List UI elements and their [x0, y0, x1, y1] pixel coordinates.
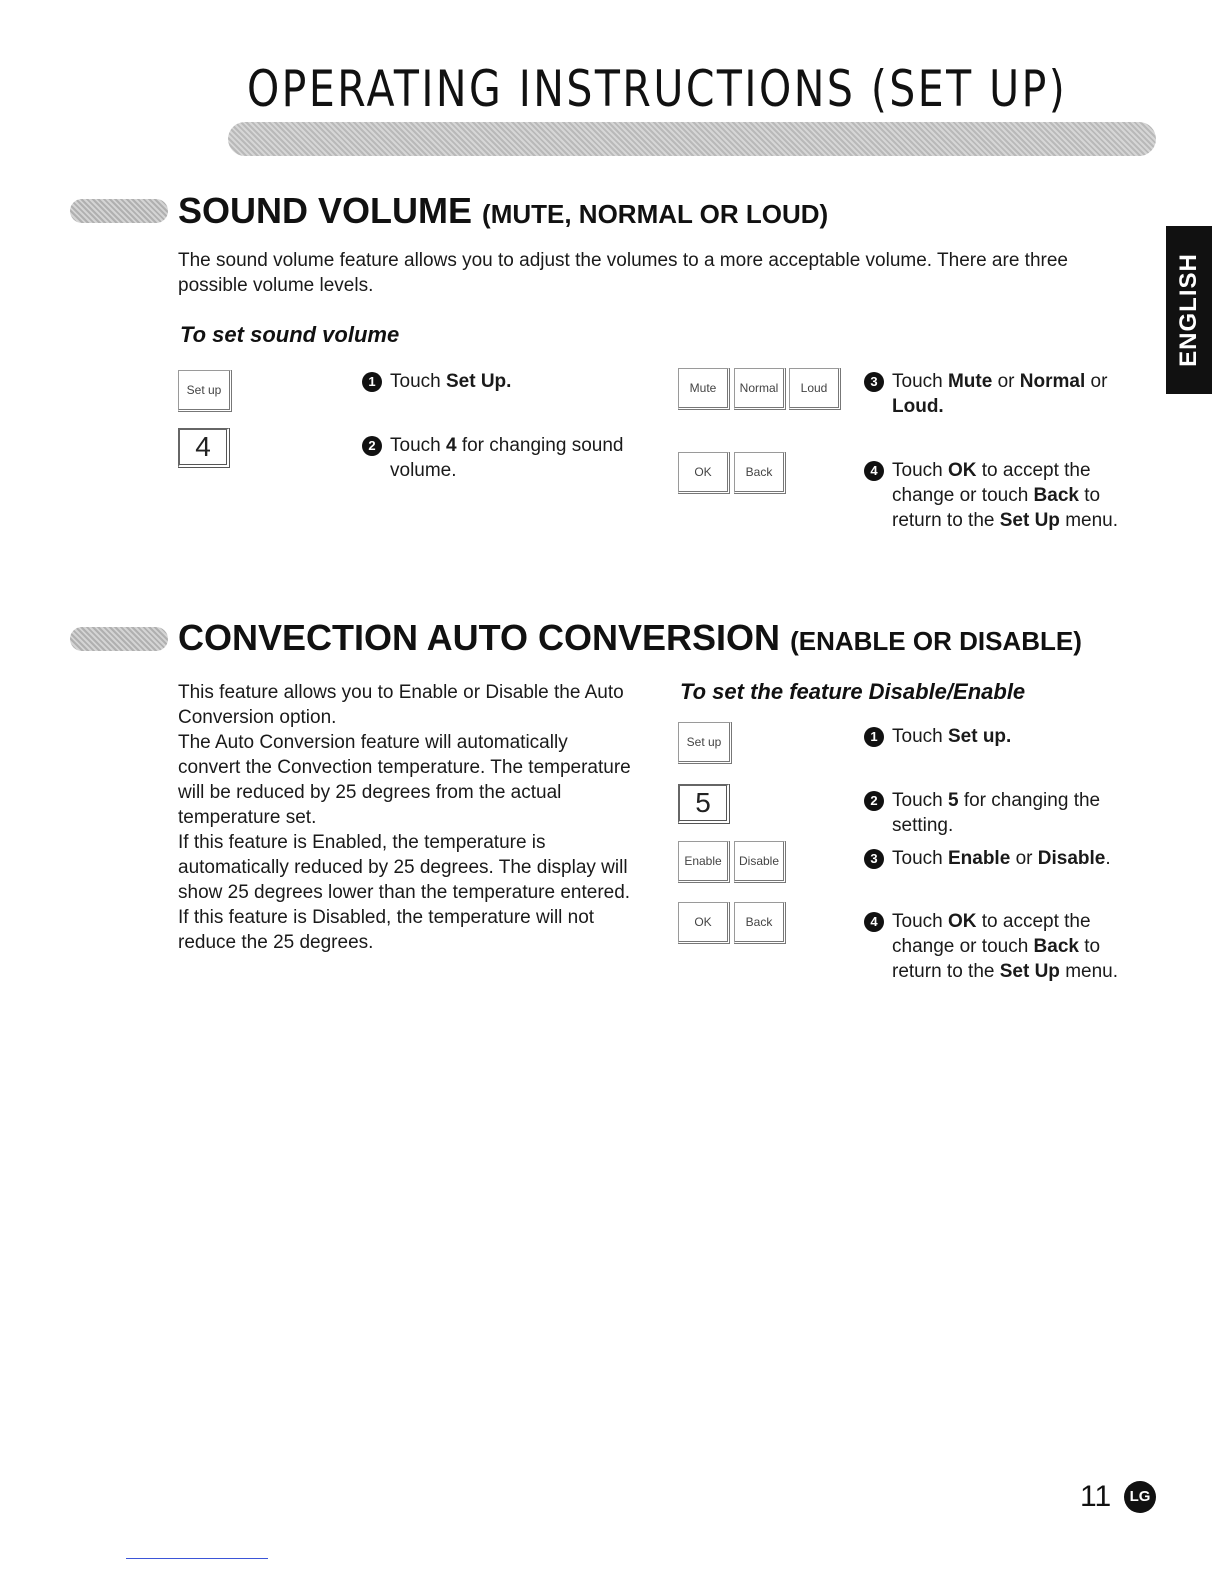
- step-bold: Mute: [947, 371, 993, 392]
- step-number: 3: [864, 372, 884, 392]
- step-bold: Back: [1033, 485, 1079, 506]
- step-text: Touch: [892, 460, 948, 481]
- disable-key[interactable]: Disable: [734, 841, 786, 883]
- sound-step-2: [362, 433, 670, 483]
- convection-subheading: To set the feature Disable/Enable: [680, 679, 1026, 704]
- body-line: convert the Convection temperature. The temperature: [178, 757, 631, 778]
- loud-key[interactable]: Loud: [789, 368, 841, 410]
- body-line: show 25 degrees lower than the temperature entered.: [178, 882, 631, 903]
- language-tab-label: ENGLISH: [1175, 253, 1202, 367]
- body-line: The Auto Conversion feature will automatically: [178, 732, 568, 753]
- language-tab: [1166, 226, 1212, 394]
- step-text: or: [1085, 371, 1108, 392]
- step-text: Touch: [892, 848, 948, 869]
- step-text: or: [1010, 848, 1038, 869]
- step-text: to return to the: [892, 485, 1101, 531]
- back-key[interactable]: Back: [734, 902, 786, 944]
- step-bold: 5: [947, 790, 959, 811]
- setup-key[interactable]: Set up: [678, 722, 732, 764]
- page-title: OPERATING INSTRUCTIONS (SET UP): [246, 60, 1068, 118]
- step-bold: Set Up: [999, 961, 1060, 982]
- footer-divider: [126, 1558, 268, 1559]
- back-key[interactable]: Back: [734, 452, 786, 494]
- step-text: Touch: [390, 371, 446, 392]
- body-line: Conversion option.: [178, 707, 337, 728]
- number-5-key[interactable]: 5: [678, 784, 730, 824]
- heading-sub: (MUTE, NORMAL OR LOUD): [482, 199, 829, 229]
- convection-heading: [178, 617, 1082, 659]
- step-number: 2: [864, 791, 884, 811]
- ok-key[interactable]: OK: [678, 452, 730, 494]
- body-line: automatically reduced by 25 degrees. The display will: [178, 857, 628, 878]
- ok-key[interactable]: OK: [678, 902, 730, 944]
- body-line: reduce the 25 degrees.: [178, 932, 374, 953]
- step-bold: Set Up: [999, 510, 1060, 531]
- step-bold: Normal: [1019, 371, 1086, 392]
- convection-step-4: [864, 909, 1147, 984]
- step-bold: Back: [1033, 936, 1079, 957]
- step-number: 4: [864, 461, 884, 481]
- step-number: 1: [362, 372, 382, 392]
- title-decorative-bar: [228, 122, 1156, 156]
- step-text: Touch: [892, 911, 948, 932]
- step-text: .: [1105, 848, 1111, 869]
- step-bold: OK: [947, 911, 977, 932]
- sound-step-1: [362, 369, 670, 394]
- sound-subheading: To set sound volume: [180, 322, 400, 347]
- body-line: This feature allows you to Enable or Disable the Auto: [178, 682, 624, 703]
- step-bold: Set Up.: [445, 371, 512, 392]
- mute-key[interactable]: Mute: [678, 368, 730, 410]
- setup-key[interactable]: Set up: [178, 370, 232, 412]
- sound-volume-heading: [178, 190, 828, 232]
- step-text: or: [992, 371, 1020, 392]
- step-text: to accept the change or touch: [892, 460, 1091, 506]
- step-bold: Enable: [947, 848, 1011, 869]
- heading-main: SOUND VOLUME: [178, 190, 473, 231]
- step-text: to accept the change or touch: [892, 911, 1091, 957]
- step-bold: Loud.: [892, 396, 944, 417]
- sound-step-4: [864, 458, 1147, 533]
- step-text: Touch: [892, 371, 948, 392]
- normal-key[interactable]: Normal: [734, 368, 786, 410]
- body-line: will be reduced by 25 degrees from the actual: [178, 782, 562, 803]
- step-text: Touch: [390, 435, 446, 456]
- step-text: to return to the: [892, 936, 1101, 982]
- page-number: 11: [1080, 1480, 1112, 1513]
- step-text: menu.: [1059, 961, 1119, 982]
- step-text: for changing the setting.: [892, 790, 1101, 836]
- enable-key[interactable]: Enable: [678, 841, 730, 883]
- step-text: Touch: [892, 790, 948, 811]
- body-line: If this feature is Disabled, the temperature will not: [178, 907, 595, 928]
- section-marker: [70, 199, 168, 223]
- step-text: Touch: [892, 726, 948, 747]
- step-number: 3: [864, 849, 884, 869]
- body-line: temperature set.: [178, 807, 317, 828]
- convection-body: [178, 680, 658, 955]
- heading-sub: (ENABLE OR DISABLE): [790, 626, 1082, 656]
- convection-step-1: [864, 724, 1147, 749]
- step-bold: 4: [445, 435, 457, 456]
- step-bold: Set up.: [947, 726, 1012, 747]
- step-bold: OK: [947, 460, 977, 481]
- heading-main: CONVECTION AUTO CONVERSION: [178, 617, 781, 658]
- step-number: 1: [864, 727, 884, 747]
- sound-step-3: [864, 369, 1162, 419]
- section-marker: [70, 627, 168, 651]
- step-text: for changing sound volume.: [390, 435, 624, 481]
- step-number: 4: [864, 912, 884, 932]
- lg-logo-icon: LG: [1124, 1481, 1156, 1513]
- step-number: 2: [362, 436, 382, 456]
- step-bold: Disable: [1037, 848, 1106, 869]
- body-line: If this feature is Enabled, the temperature is: [178, 832, 546, 853]
- convection-step-3: [864, 846, 1162, 871]
- sound-intro: The sound volume feature allows you to adjust the volumes to a more acceptable volume. There are three possible volume levels.: [178, 250, 1068, 296]
- convection-step-2: [864, 788, 1147, 838]
- step-text: menu.: [1059, 510, 1119, 531]
- number-4-key[interactable]: 4: [178, 428, 230, 468]
